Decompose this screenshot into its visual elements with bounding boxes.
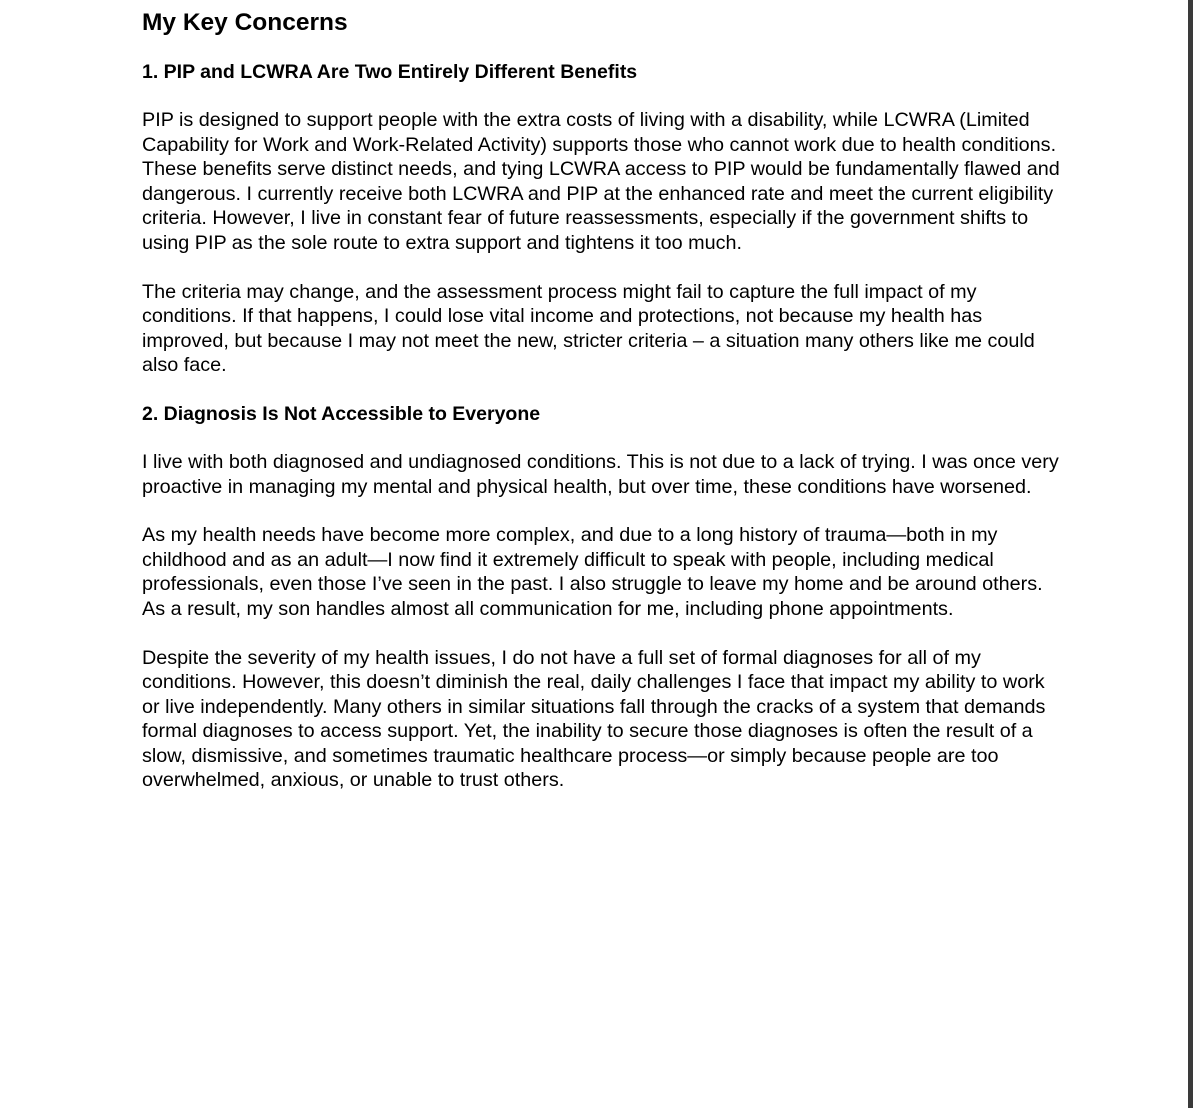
section-1-paragraph-1: PIP is designed to support people with the extra costs of living with a disability, while LCWRA (Limited Capability for Work and Work-Related Activity) supports those who cannot work due to health conditions. These benefits serve distinct needs, and tying LCWRA access to PIP would be fundamentally flawed and dangerous. I currently receive both LCWRA and PIP at the enhanced rate and meet the current eligibility criteria. However, I live in constant fear of future reassessments, especially if the government shifts to using PIP as the sole route to extra support and tightens it too much. [142, 109, 1060, 254]
section-2-paragraph-3: Despite the severity of my health issues, I do not have a full set of formal diagnoses for all of my conditions. However, this doesn’t diminish the real, daily challenges I face that impact my ability to work or live independently. Many others in similar situations fall through the cracks of a system that demands formal diagnoses to access support. Yet, the inability to secure those diagnoses is often the result of a slow, dismissive, and sometimes traumatic healthcare process—or simply because people are too overwhelmed, anxious, or unable to trust others. [142, 646, 1046, 792]
section-2-paragraph-1: I live with both diagnosed and undiagnosed conditions. This is not due to a lack of trying. I was once very proactive in managing my mental and physical health, but over time, these conditions have worsened. [142, 450, 1059, 498]
section-1-paragraph-2: The criteria may change, and the assessment process might fail to capture the full impact of my conditions. If that happens, I could lose vital income and protections, not because my health has improved, but because I may not meet the new, stricter criteria – a situation many others like me could also face. [142, 280, 1035, 377]
window-edge-border [1188, 0, 1193, 1108]
document-content [142, 8, 1062, 817]
section-heading-2: 2. Diagnosis Is Not Accessible to Everyone [142, 402, 541, 425]
section-heading-1: 1. PIP and LCWRA Are Two Entirely Different Benefits [142, 61, 638, 83]
document-title: My Key Concerns [142, 9, 348, 36]
section-2-paragraph-2: As my health needs have become more complex, and due to a long history of trauma—both in my childhood and as an adult—I now find it extremely difficult to speak with people, including medical professionals, even those I’ve seen in the past. I also struggle to leave my home and be around others. As a result, my son handles almost all communication for me, including phone appointments. [142, 524, 1043, 620]
